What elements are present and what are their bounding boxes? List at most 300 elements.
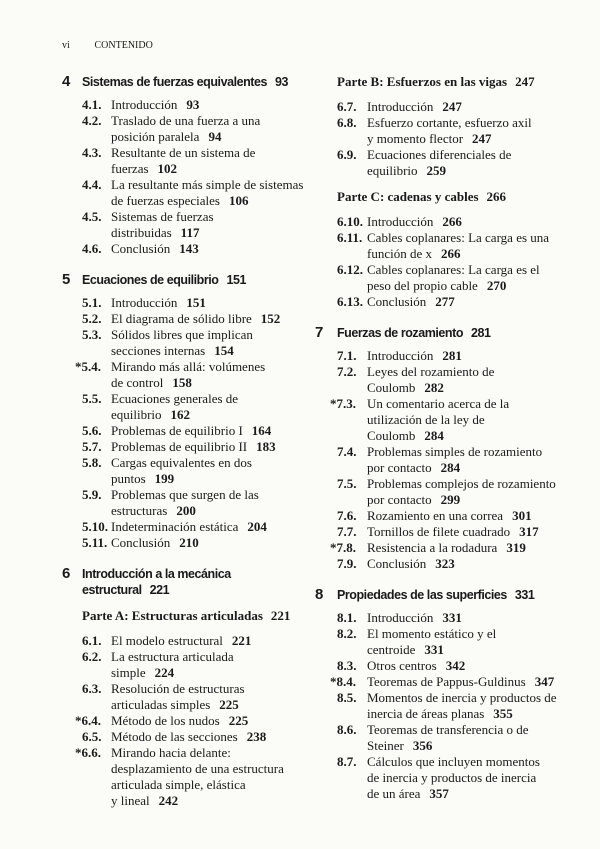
section-number: 7.7. bbox=[337, 524, 357, 539]
section-title-line bbox=[367, 674, 554, 690]
section-title bbox=[367, 396, 509, 444]
section-title bbox=[111, 535, 199, 551]
toc-entry bbox=[82, 391, 312, 423]
section-number: *7.8. bbox=[330, 540, 356, 555]
section-title-line bbox=[111, 343, 253, 359]
section-title-line bbox=[367, 492, 556, 508]
section-title-text: La resultante más simple de sistemas bbox=[111, 177, 304, 192]
section-title bbox=[111, 681, 245, 713]
section-number: 4.5. bbox=[82, 209, 102, 224]
section-title-text: por contacto bbox=[367, 460, 432, 475]
section-title-line bbox=[367, 278, 540, 294]
section-title-line bbox=[367, 642, 496, 658]
section-title-text: y lineal bbox=[111, 793, 150, 808]
section-title-line bbox=[367, 163, 511, 179]
section-title bbox=[111, 145, 255, 177]
section-title-line bbox=[111, 761, 284, 777]
section-page: 355 bbox=[493, 706, 513, 721]
toc-column-left bbox=[62, 74, 312, 809]
section-title-text: Steiner bbox=[367, 738, 404, 753]
section-title-text: Resultante de un sistema de bbox=[111, 145, 256, 160]
section-title-text: simple bbox=[111, 665, 146, 680]
toc-column-right bbox=[315, 74, 585, 802]
chapter-page: 151 bbox=[226, 273, 246, 287]
section-title bbox=[367, 262, 540, 294]
section-number: 5.3. bbox=[82, 327, 102, 342]
toc-entry bbox=[330, 674, 585, 690]
section-title bbox=[111, 241, 199, 257]
section-number: 5.2. bbox=[82, 311, 102, 326]
section-title bbox=[367, 540, 526, 556]
section-title-text: función de x bbox=[367, 246, 432, 261]
toc-entry bbox=[330, 540, 585, 556]
section-title-text: Cálculos que incluyen momentos bbox=[367, 754, 540, 769]
section-title bbox=[111, 327, 253, 359]
section-title-line bbox=[111, 145, 255, 161]
section-number: 7.2. bbox=[337, 364, 357, 379]
section-number: 7.4. bbox=[337, 444, 357, 459]
section-title-line bbox=[111, 519, 267, 535]
section-number: 4.4. bbox=[82, 177, 102, 192]
section-title-line bbox=[111, 209, 214, 225]
part-label: Parte B: Esfuerzos en las vigas bbox=[337, 74, 508, 89]
toc-entry bbox=[82, 455, 312, 487]
section-number: 4.6. bbox=[82, 241, 102, 256]
chapter-title-line bbox=[82, 566, 231, 582]
section-number: *7.3. bbox=[330, 396, 356, 411]
section-title bbox=[367, 722, 529, 754]
section-page: 259 bbox=[426, 163, 447, 178]
section-title bbox=[367, 524, 539, 540]
toc-entry bbox=[337, 230, 585, 262]
toc-entry bbox=[82, 487, 312, 519]
section-title-text: equilibrio bbox=[111, 407, 162, 422]
chapter-title bbox=[82, 566, 231, 598]
section-title-text: equilibrio bbox=[367, 163, 418, 178]
toc-entry bbox=[337, 99, 585, 115]
toc-entry bbox=[82, 327, 312, 359]
toc-entry bbox=[82, 519, 312, 535]
section-title-line bbox=[111, 455, 252, 471]
toc-entry bbox=[337, 508, 585, 524]
part-page: 247 bbox=[515, 74, 535, 89]
section-title-line bbox=[367, 348, 462, 364]
part-label: Parte A: Estructuras articuladas bbox=[82, 608, 263, 623]
section-page: 323 bbox=[435, 556, 455, 571]
section-number: 6.2. bbox=[82, 649, 102, 664]
section-title-line bbox=[367, 476, 556, 492]
section-title-line bbox=[367, 706, 557, 722]
section-number: 5.6. bbox=[82, 423, 102, 438]
section-title bbox=[367, 214, 462, 230]
section-title-line bbox=[367, 147, 511, 163]
section-title-line bbox=[367, 524, 539, 540]
section-number: 6.1. bbox=[82, 633, 102, 648]
section-title-text: puntos bbox=[111, 471, 146, 486]
section-page: 281 bbox=[442, 348, 462, 363]
section-number: 7.1. bbox=[337, 348, 357, 363]
toc-entry bbox=[337, 610, 585, 626]
section-title-line bbox=[111, 241, 199, 257]
toc-entry bbox=[330, 396, 585, 444]
section-title-line bbox=[367, 786, 540, 802]
section-title-line bbox=[111, 681, 245, 697]
section-page: 210 bbox=[179, 535, 199, 550]
section-title-text: de un área bbox=[367, 786, 421, 801]
section-title-text: desplazamiento de una estructura bbox=[111, 761, 284, 776]
section-title-text: Conclusión bbox=[111, 241, 171, 256]
section-title-line bbox=[367, 294, 455, 310]
section-title-text: Método de los nudos bbox=[111, 713, 220, 728]
section-title-line bbox=[111, 649, 234, 665]
section-title-line bbox=[111, 391, 238, 407]
chapter-heading bbox=[315, 325, 585, 341]
toc-entry bbox=[82, 295, 312, 311]
chapter-heading bbox=[62, 272, 312, 288]
section-page: 94 bbox=[208, 129, 222, 144]
running-title: CONTENIDO bbox=[94, 40, 153, 51]
section-title-line bbox=[111, 535, 199, 551]
section-title-line bbox=[367, 396, 509, 412]
section-title bbox=[111, 311, 280, 327]
section-number: 7.9. bbox=[337, 556, 357, 571]
chapter-title-text: Ecuaciones de equilibrio bbox=[82, 273, 219, 287]
chapter-title-line bbox=[82, 74, 288, 90]
section-title bbox=[367, 658, 465, 674]
section-title bbox=[111, 713, 248, 729]
toc-entry bbox=[337, 262, 585, 294]
section-page: 164 bbox=[251, 423, 272, 438]
toc-entry bbox=[337, 115, 585, 147]
page-number: vi bbox=[62, 40, 70, 51]
section-title-text: secciones internas bbox=[111, 343, 206, 358]
section-page: 317 bbox=[519, 524, 539, 539]
section-page: 224 bbox=[154, 665, 175, 680]
section-title bbox=[367, 508, 532, 524]
section-title-text: Introducción bbox=[111, 295, 178, 310]
section-title-line bbox=[111, 697, 245, 713]
toc-entry bbox=[82, 681, 312, 713]
section-title bbox=[367, 99, 462, 115]
section-title-text: El momento estático y el bbox=[367, 626, 497, 641]
section-number: *5.4. bbox=[75, 359, 101, 374]
section-title-line bbox=[367, 658, 465, 674]
section-title-line bbox=[111, 161, 255, 177]
section-page: 93 bbox=[186, 97, 200, 112]
section-title-text: estructuras bbox=[111, 503, 168, 518]
section-number: 6.8. bbox=[337, 115, 357, 130]
toc-entry bbox=[75, 359, 312, 391]
section-title bbox=[111, 97, 199, 113]
section-title-text: Sistemas de fuerzas bbox=[111, 209, 214, 224]
section-title bbox=[111, 745, 284, 809]
section-title-line bbox=[367, 690, 557, 706]
section-title bbox=[111, 113, 260, 145]
section-title-line bbox=[111, 375, 265, 391]
section-title-text: fuerzas bbox=[111, 161, 149, 176]
toc-entry bbox=[82, 113, 312, 145]
toc-entry bbox=[82, 633, 312, 649]
section-title bbox=[367, 690, 557, 722]
section-number: 5.1. bbox=[82, 295, 102, 310]
section-page: 266 bbox=[442, 214, 462, 229]
section-title bbox=[111, 209, 214, 241]
section-title bbox=[111, 391, 238, 423]
section-page: 284 bbox=[424, 428, 444, 443]
section-page: 270 bbox=[486, 278, 507, 293]
toc-entry bbox=[337, 754, 585, 802]
chapter-title bbox=[82, 74, 288, 90]
section-title-text: La estructura articulada bbox=[111, 649, 234, 664]
toc-entry bbox=[337, 294, 585, 310]
section-number: 8.2. bbox=[337, 626, 357, 641]
section-title-text: Leyes del rozamiento de bbox=[367, 364, 495, 379]
section-title-text: Introducción bbox=[367, 348, 434, 363]
section-title-line bbox=[111, 129, 260, 145]
section-title-line bbox=[367, 754, 540, 770]
section-title-text: Mirando más allá: volúmenes bbox=[111, 359, 266, 374]
toc-entry bbox=[337, 348, 585, 364]
section-page: 242 bbox=[158, 793, 179, 808]
section-title-line bbox=[111, 407, 238, 423]
part-page: 221 bbox=[270, 608, 291, 623]
toc-entry bbox=[337, 626, 585, 658]
section-title-text: Tornillos de filete cuadrado bbox=[367, 524, 511, 539]
section-title-line bbox=[111, 503, 259, 519]
toc-entry bbox=[337, 444, 585, 476]
section-title-text: Traslado de una fuerza a una bbox=[111, 113, 261, 128]
section-page: 357 bbox=[429, 786, 449, 801]
section-title-text: Otros centros bbox=[367, 658, 437, 673]
part-heading bbox=[337, 74, 585, 90]
toc-entry bbox=[82, 97, 312, 113]
section-title-line bbox=[111, 439, 276, 455]
section-title-line bbox=[367, 610, 462, 626]
toc-entry bbox=[82, 729, 312, 745]
chapter-title bbox=[82, 272, 246, 288]
section-number: 4.1. bbox=[82, 97, 102, 112]
chapter-number: 5 bbox=[62, 271, 70, 288]
section-page: 282 bbox=[424, 380, 444, 395]
chapter-title-line bbox=[82, 582, 231, 598]
section-page: 342 bbox=[445, 658, 466, 673]
section-title-text: Ecuaciones generales de bbox=[111, 391, 239, 406]
section-title-line bbox=[367, 508, 532, 524]
section-title bbox=[367, 115, 532, 147]
section-title bbox=[367, 626, 496, 658]
section-title-text: peso del propio cable bbox=[367, 278, 478, 293]
section-title-line bbox=[367, 364, 494, 380]
section-number: 6.12. bbox=[337, 262, 363, 277]
section-title bbox=[111, 649, 234, 681]
chapter-number: 7 bbox=[315, 324, 323, 341]
section-page: 238 bbox=[246, 729, 267, 744]
section-title-text: articulada simple, elástica bbox=[111, 777, 246, 792]
section-title-text: Introducción bbox=[111, 97, 178, 112]
section-title-text: distribuidas bbox=[111, 225, 172, 240]
section-title-text: Teoremas de Pappus-Guldinus bbox=[367, 674, 526, 689]
section-page: 225 bbox=[228, 713, 249, 728]
section-page: 117 bbox=[180, 225, 200, 240]
section-page: 284 bbox=[440, 460, 461, 475]
toc-entry bbox=[82, 241, 312, 257]
chapter-title bbox=[337, 587, 534, 603]
section-number: 5.11. bbox=[82, 535, 108, 550]
section-title-text: inercia de áreas planas bbox=[367, 706, 485, 721]
section-title bbox=[111, 633, 251, 649]
section-title bbox=[111, 359, 265, 391]
chapter-title-text: estructural bbox=[82, 583, 142, 597]
section-title-text: Conclusión bbox=[367, 294, 427, 309]
section-number: 7.6. bbox=[337, 508, 357, 523]
section-title-line bbox=[367, 262, 540, 278]
toc-entry bbox=[82, 177, 312, 209]
section-title-line bbox=[367, 738, 529, 754]
section-title-line bbox=[367, 428, 509, 444]
section-page: 301 bbox=[512, 508, 532, 523]
toc-entry bbox=[82, 535, 312, 551]
chapter-title-line bbox=[82, 272, 246, 288]
section-page: 200 bbox=[176, 503, 196, 518]
section-title-text: Cables coplanares: La carga es el bbox=[367, 262, 540, 277]
toc-entry bbox=[337, 524, 585, 540]
section-title-text: Coulomb bbox=[367, 380, 416, 395]
section-page: 199 bbox=[154, 471, 175, 486]
section-title-line bbox=[111, 177, 303, 193]
section-page: 162 bbox=[170, 407, 191, 422]
section-title-line bbox=[367, 412, 509, 428]
section-title bbox=[111, 439, 276, 455]
chapter-number: 6 bbox=[62, 565, 70, 582]
section-number: 6.9. bbox=[337, 147, 357, 162]
chapter-page: 281 bbox=[471, 326, 491, 340]
section-page: 247 bbox=[472, 131, 492, 146]
section-number: 4.2. bbox=[82, 113, 102, 128]
section-title-line bbox=[111, 633, 251, 649]
toc-entry bbox=[82, 311, 312, 327]
section-title-text: Conclusión bbox=[367, 556, 427, 571]
toc-entry bbox=[337, 476, 585, 508]
section-number: 6.11. bbox=[337, 230, 363, 245]
chapter-title-text: Introducción a la mecánica bbox=[82, 567, 231, 581]
section-title-text: Sólidos libres que implican bbox=[111, 327, 253, 342]
section-title bbox=[367, 556, 455, 572]
section-page: 183 bbox=[256, 439, 276, 454]
section-title-line bbox=[367, 230, 549, 246]
section-title-line bbox=[111, 311, 280, 327]
section-title-text: Un comentario acerca de la bbox=[367, 396, 510, 411]
section-title-text: Conclusión bbox=[111, 535, 171, 550]
section-title bbox=[367, 348, 462, 364]
section-number: 8.6. bbox=[337, 722, 357, 737]
section-title bbox=[111, 487, 259, 519]
section-page: 277 bbox=[435, 294, 455, 309]
section-title bbox=[367, 754, 540, 802]
section-title-text: utilización de la ley de bbox=[367, 412, 485, 427]
section-title-line bbox=[367, 770, 540, 786]
section-page: 151 bbox=[186, 295, 206, 310]
section-number: 6.7. bbox=[337, 99, 357, 114]
section-page: 221 bbox=[231, 633, 252, 648]
section-title-text: Cargas equivalentes en dos bbox=[111, 455, 252, 470]
chapter-title-text: Fuerzas de rozamiento bbox=[337, 326, 463, 340]
section-title-line bbox=[111, 359, 265, 375]
section-number: 5.5. bbox=[82, 391, 102, 406]
section-title-text: Problemas simples de rozamiento bbox=[367, 444, 543, 459]
section-title-text: Problemas de equilibrio I bbox=[111, 423, 243, 438]
chapter-heading bbox=[315, 587, 585, 603]
section-title-text: Momentos de inercia y productos de bbox=[367, 690, 557, 705]
section-title-line bbox=[367, 99, 462, 115]
chapter-heading bbox=[62, 74, 312, 90]
section-title bbox=[367, 364, 494, 396]
section-title-line bbox=[367, 380, 494, 396]
section-title-text: Problemas de equilibrio II bbox=[111, 439, 248, 454]
section-number: 8.7. bbox=[337, 754, 357, 769]
toc-entry bbox=[82, 649, 312, 681]
section-title-line bbox=[111, 327, 253, 343]
section-title-text: Método de las secciones bbox=[111, 729, 238, 744]
section-title bbox=[367, 294, 455, 310]
section-title bbox=[367, 147, 511, 179]
section-title-line bbox=[367, 460, 542, 476]
section-title-text: Mirando hacia delante: bbox=[111, 745, 231, 760]
running-header bbox=[62, 40, 153, 51]
section-title bbox=[111, 455, 252, 487]
section-title bbox=[111, 295, 206, 311]
toc-entry bbox=[337, 364, 585, 396]
section-title-line bbox=[111, 225, 214, 241]
toc-entry bbox=[75, 745, 312, 809]
section-title-text: Resistencia a la rodadura bbox=[367, 540, 498, 555]
section-title-text: articuladas simples bbox=[111, 697, 211, 712]
section-title-text: Cables coplanares: La carga es una bbox=[367, 230, 550, 245]
section-page: 102 bbox=[157, 161, 178, 176]
section-title-line bbox=[367, 115, 532, 131]
section-number: 5.10. bbox=[82, 519, 108, 534]
section-title-text: posición paralela bbox=[111, 129, 200, 144]
section-title bbox=[111, 729, 266, 745]
section-page: 299 bbox=[440, 492, 461, 507]
section-title-line bbox=[111, 713, 248, 729]
section-title-line bbox=[367, 131, 532, 147]
section-page: 106 bbox=[229, 193, 249, 208]
section-number: *6.6. bbox=[75, 745, 101, 760]
section-title bbox=[367, 674, 554, 690]
chapter-page: 331 bbox=[514, 588, 535, 602]
section-page: 158 bbox=[172, 375, 192, 390]
part-label: Parte C: cadenas y cables bbox=[337, 189, 479, 204]
section-title bbox=[367, 444, 542, 476]
section-number: 5.7. bbox=[82, 439, 102, 454]
toc-entry bbox=[82, 423, 312, 439]
section-title-text: por contacto bbox=[367, 492, 432, 507]
toc-entry bbox=[337, 722, 585, 754]
section-number: *8.4. bbox=[330, 674, 356, 689]
section-title bbox=[111, 519, 267, 535]
section-title-line bbox=[111, 777, 284, 793]
toc-entry bbox=[82, 439, 312, 455]
section-title-text: de control bbox=[111, 375, 164, 390]
section-title-text: Ecuaciones diferenciales de bbox=[367, 147, 512, 162]
toc-entry bbox=[75, 713, 312, 729]
toc-entry bbox=[337, 690, 585, 722]
chapter-title-line bbox=[337, 587, 534, 603]
section-number: 6.10. bbox=[337, 214, 363, 229]
section-title-line bbox=[367, 444, 542, 460]
section-title-text: Rozamiento en una correa bbox=[367, 508, 504, 523]
section-page: 247 bbox=[442, 99, 462, 114]
